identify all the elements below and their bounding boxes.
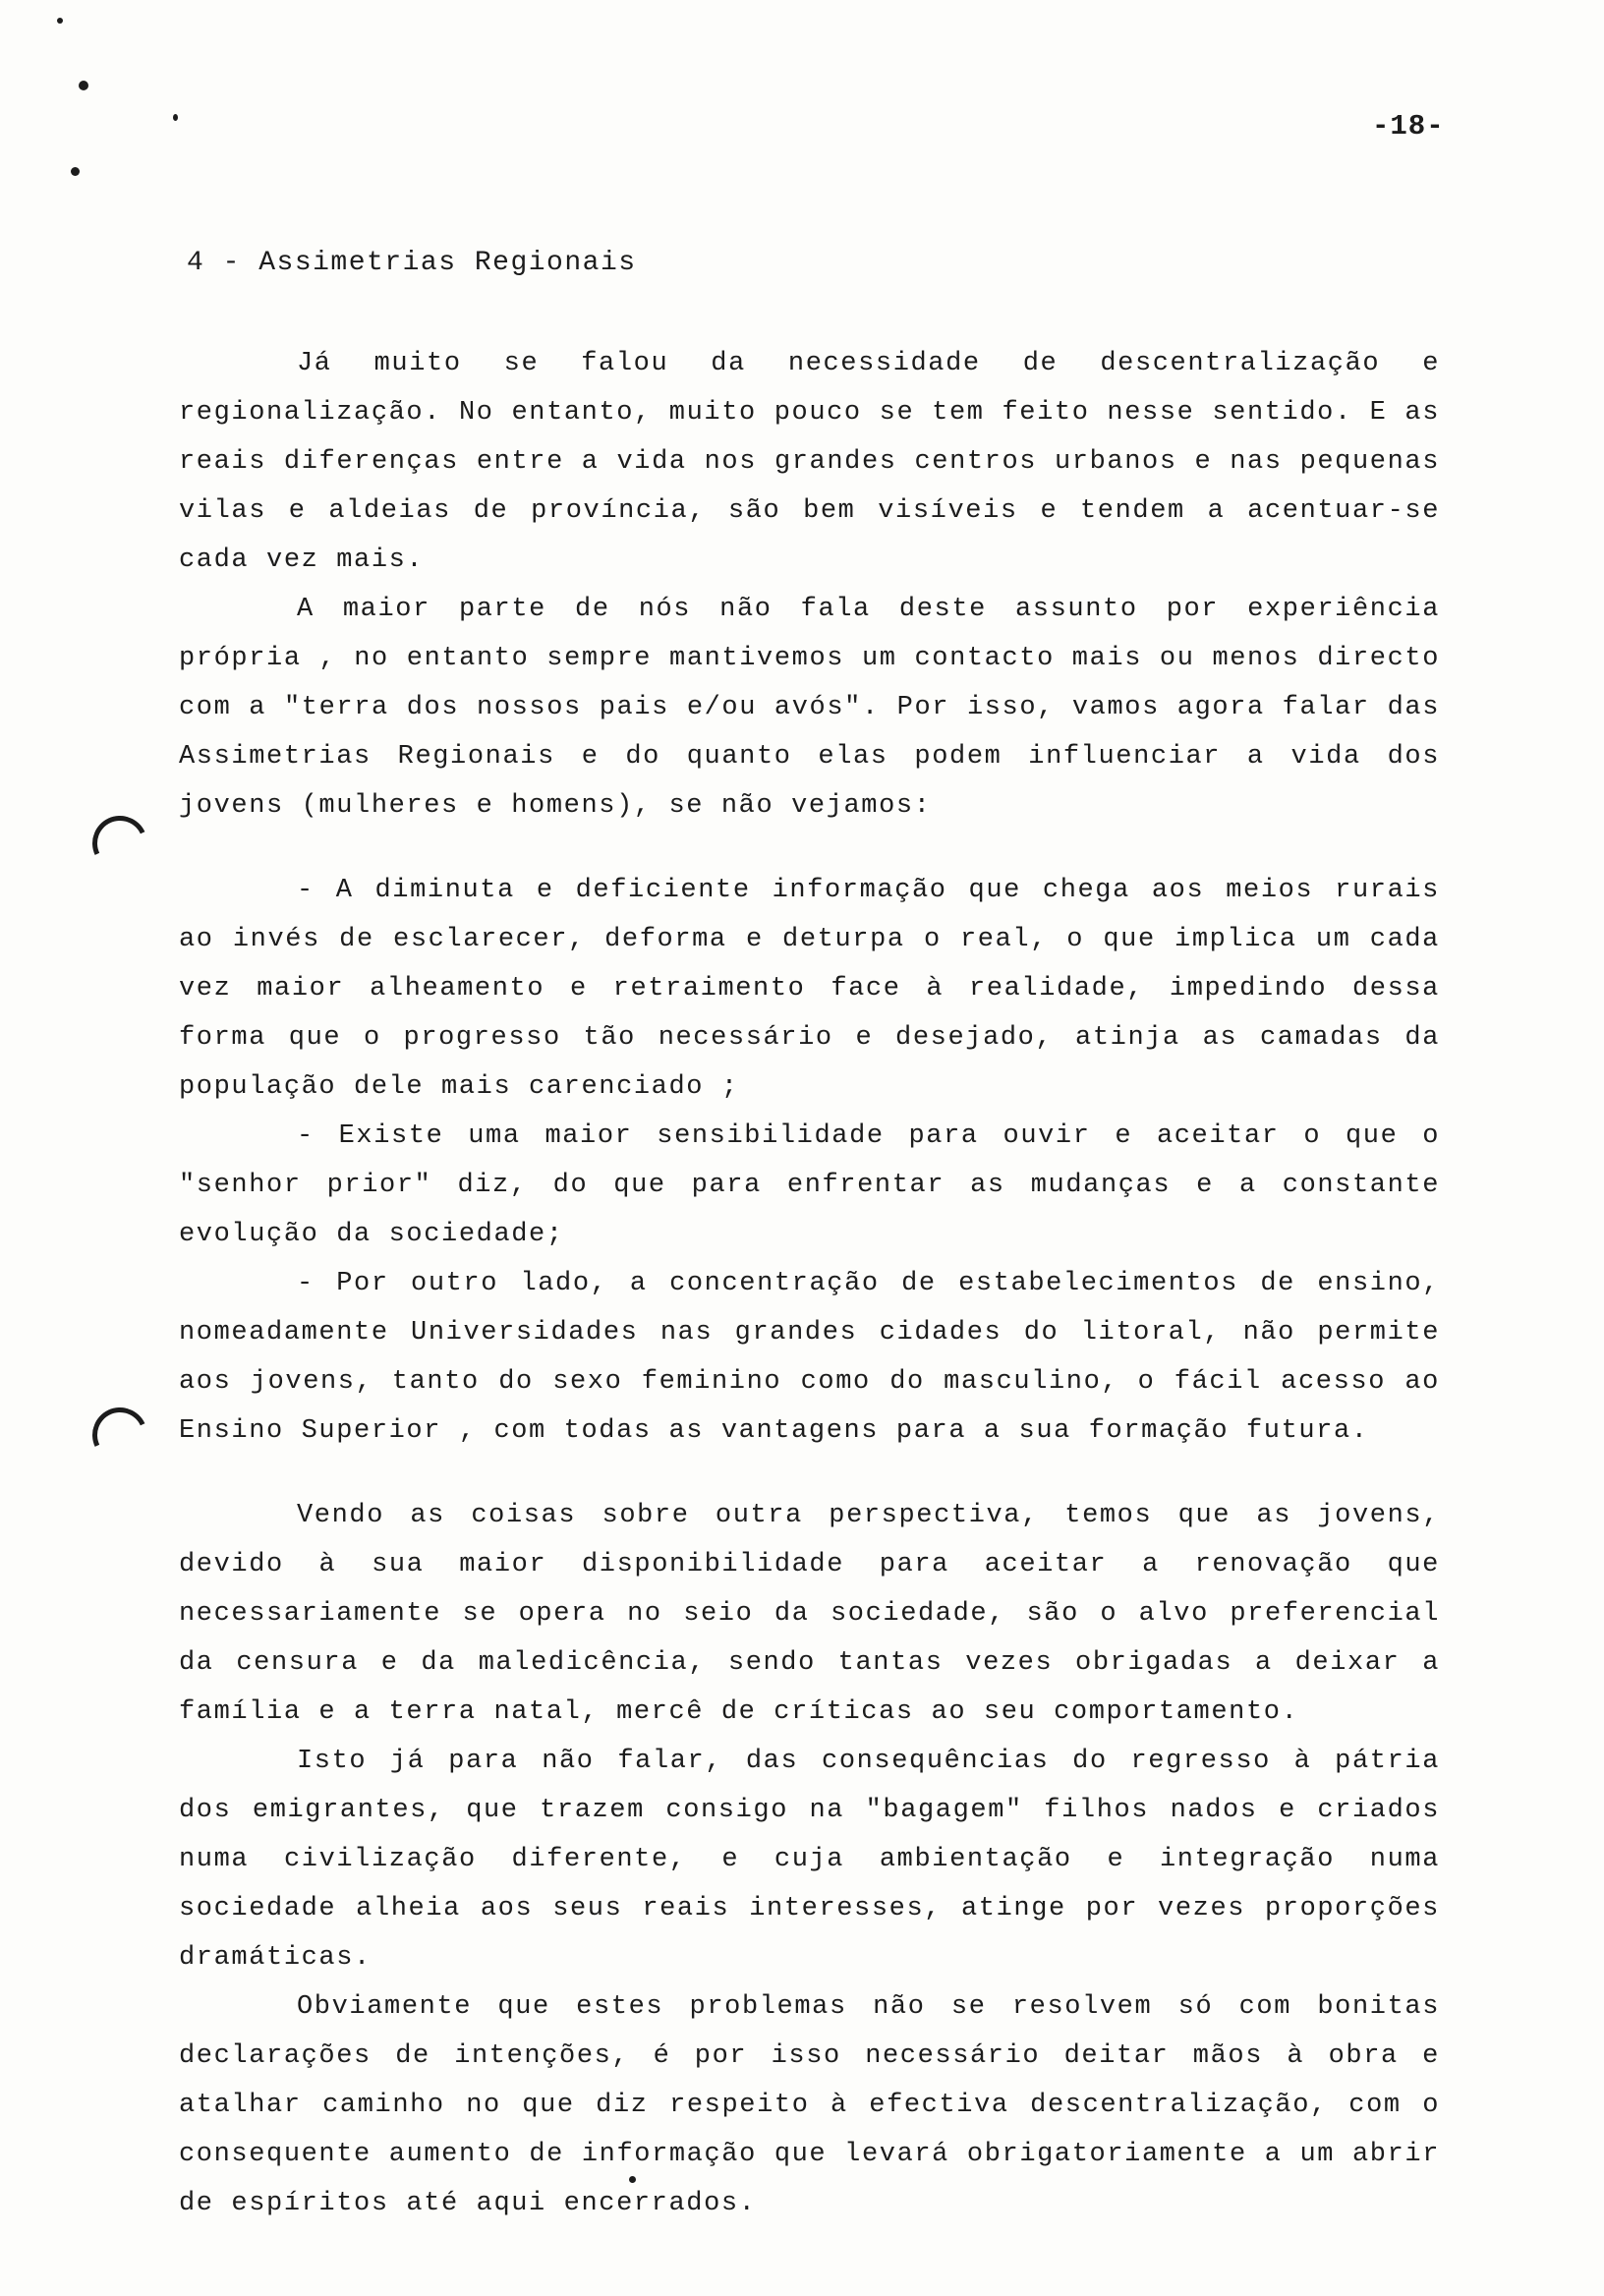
paragraph: Já muito se falou da necessidade de descentralização e regionalização. No entanto, muito pouco se tem feito nesse sentido. E as reais diferenças entre a vida nos grandes centros urbanos e nas pequenas vilas e aldeias de província, são bem visíveis e tendem a acentuar-se cada vez mais. [179, 349, 1440, 575]
punch-speck [57, 18, 63, 24]
paragraph: Vendo as coisas sobre outra perspectiva, temos que as jovens, devido à sua maior disponibilidade para aceitar a renovação que necessariamente se opera no seio da sociedade, são o alvo preferencial da censura e da maledicência, sendo tantas vezes obrigadas a deixar a família e a terra natal, mercê de críticas ao seu comportamento. [179, 1501, 1440, 1727]
paragraph: Isto já para não falar, das consequências do regresso à pátria dos emigrantes, que trazem consigo na "bagagem" filhos nados e criados numa civilização diferente, e cuja ambientação e integração numa sociedade alheia aos seus reais interesses, atinge por vezes proporções dramáticas. [179, 1747, 1440, 1973]
paragraph: A maior parte de nós não fala deste assunto por experiência própria , no entanto sempre mantivemos um contacto mais ou menos directo com a "terra dos nossos pais e/ou avós". Por isso, vamos agora falar das Assimetrias Regionais e do quanto elas podem influenciar a vida dos jovens (mulheres e homens), se não vejamos: [179, 595, 1440, 821]
punch-speck [79, 81, 88, 90]
punch-hole-mark [85, 1400, 155, 1470]
punch-hole-mark [85, 808, 155, 879]
punch-speck [71, 167, 80, 176]
ink-dot [629, 2176, 636, 2183]
section-heading: 4 - Assimetrias Regionais [187, 248, 637, 278]
list-item: - Existe uma maior sensibilidade para ouvir e aceitar o que o "senhor prior" diz, do que para enfrentar as mudanças e a constante evolução da sociedade; [179, 1121, 1440, 1249]
body-text [179, 339, 1440, 2228]
paragraph: Obviamente que estes problemas não se resolvem só com bonitas declarações de intenções, é por isso necessário deitar mãos à obra e atalhar caminho no que diz respeito à efectiva descentralização, com o consequente aumento de informação que levará obrigatoriamente a um abrir de espíritos até aqui encerrados. [179, 1992, 1440, 2218]
list-item: - A diminuta e deficiente informação que chega aos meios rurais ao invés de esclarecer, deforma e deturpa o real, o que implica um cada vez maior alheamento e retraimento face à realidade, impedindo dessa forma que o progresso tão necessário e desejado, atinja as camadas da população dele mais carenciado ; [179, 876, 1440, 1102]
page-number: -18- [1372, 110, 1445, 143]
punch-speck [173, 114, 178, 121]
list-item: - Por outro lado, a concentração de estabelecimentos de ensino, nomeadamente Universidades nas grandes cidades do litoral, não permite aos jovens, tanto do sexo feminino como do masculino, o fácil acesso ao Ensino Superior , com todas as vantagens para a sua formação futura. [179, 1269, 1440, 1446]
